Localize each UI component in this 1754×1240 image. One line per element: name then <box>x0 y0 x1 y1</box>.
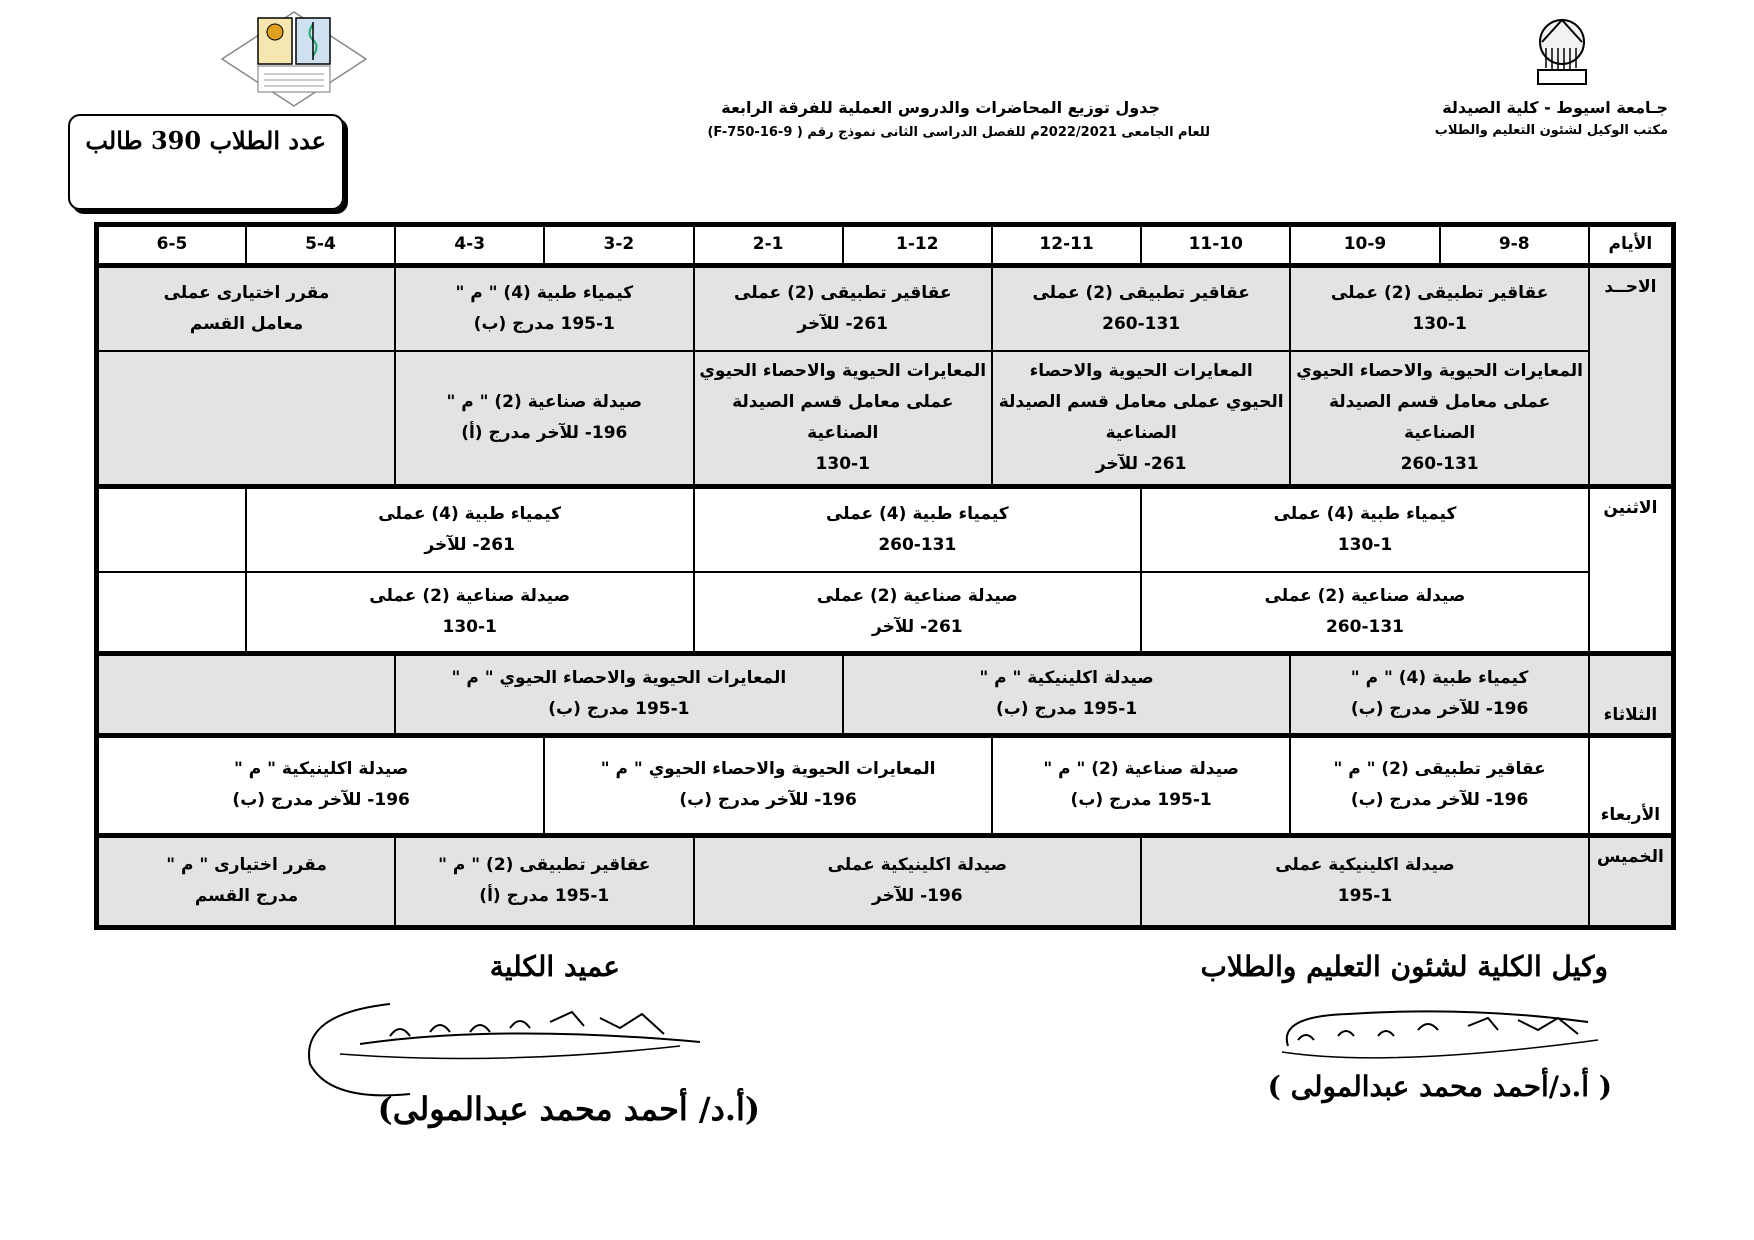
schedule-cell: صيدلة صناعية (2) " م " 195-1 مدرج (ب) <box>992 735 1290 835</box>
sunday-row-2 <box>97 351 1674 486</box>
day-sunday: الاحــد <box>1589 265 1674 486</box>
schedule-cell: المعايرات الحيوية والاحصاء الحيوي " م " 195-1 مدرج (ب) <box>395 654 843 736</box>
tuesday-row <box>97 654 1674 736</box>
page-subtitle: للعام الجامعى 2022/2021م للفصل الدراسى الثانى نموذج رقم ( F-750-16-9) <box>707 125 1210 140</box>
student-count-box <box>68 114 344 210</box>
schedule-cell: صيدلة صناعية (2) عملى 260-131 <box>1141 572 1589 654</box>
day-thursday: الخميس <box>1589 835 1674 927</box>
university-logo <box>1524 12 1600 92</box>
page-title: جدول توزيع المحاضرات والدروس العملية للفرقة الرابعة <box>721 98 1160 117</box>
slot-header: 1-12 <box>843 225 992 266</box>
schedule-cell: صيدلة اكلينيكية عملى 195-1 <box>1141 835 1589 927</box>
empty-cell <box>97 654 396 736</box>
schedule-cell: المعايرات الحيوية والاحصاء الحيوي عملى معامل قسم الصيدلة الصناعية 261- للآخر <box>992 351 1290 486</box>
schedule-cell: عقاقير تطبيقى (2) " م " 196- للآخر مدرج (ب) <box>1290 735 1588 835</box>
schedule-cell: صيدلة اكلينيكية عملى 196- للآخر <box>694 835 1142 927</box>
day-tuesday: الثلاثاء <box>1589 654 1674 736</box>
student-count: عدد الطلاب 390 طالب <box>85 126 326 155</box>
university-name: جـامعة اسيوط - كلية الصيدلة <box>1442 98 1668 117</box>
schedule-heading <box>690 98 1210 140</box>
schedule-cell: صيدلة اكلينيكية " م " 196- للآخر مدرج (ب) <box>97 735 545 835</box>
office-name: مكتب الوكيل لشئون التعليم والطلاب <box>1434 123 1668 138</box>
schedule-cell: صيدلة صناعية (2) " م " 196- للآخر مدرج (أ) <box>395 351 693 486</box>
slot-header: 6-5 <box>97 225 246 266</box>
slot-header: 12-11 <box>992 225 1141 266</box>
vice-dean-signature <box>1268 996 1628 1080</box>
empty-cell <box>97 486 246 572</box>
time-header-row <box>97 225 1674 266</box>
day-wednesday: الأربعاء <box>1589 735 1674 835</box>
schedule-cell: عقاقير تطبيقى (2) عملى 261- للآخر <box>694 265 992 351</box>
schedule-cell: صيدلة اكلينيكية " م " 195-1 مدرج (ب) <box>843 654 1291 736</box>
slot-header: 2-1 <box>694 225 843 266</box>
schedule-cell: صيدلة صناعية (2) عملى 261- للآخر <box>694 572 1142 654</box>
schedule-cell: صيدلة صناعية (2) عملى 130-1 <box>246 572 694 654</box>
schedule-cell: عقاقير تطبيقى (2) " م " 195-1 مدرج (أ) <box>395 835 693 927</box>
schedule-cell: كيمياء طبية (4) عملى 130-1 <box>1141 486 1589 572</box>
slot-header: 9-8 <box>1440 225 1589 266</box>
schedule-table <box>94 222 1676 930</box>
slot-header: 10-9 <box>1290 225 1439 266</box>
dean-name: (أ.د/ أحمد محمد عبدالمولى) <box>377 1090 760 1128</box>
schedule-cell: المعايرات الحيوية والاحصاء الحيوي " م " 196- للآخر مدرج (ب) <box>544 735 992 835</box>
wednesday-row <box>97 735 1674 835</box>
slot-header: 3-2 <box>544 225 693 266</box>
vice-dean-title: وكيل الكلية لشئون التعليم والطلاب <box>1200 950 1608 983</box>
schedule-cell: مقرر اختيارى " م " مدرج القسم <box>97 835 396 927</box>
schedule-cell: كيمياء طبية (4) " م " 195-1 مدرج (ب) <box>395 265 693 351</box>
empty-cell <box>97 351 396 486</box>
schedule-cell: المعايرات الحيوية والاحصاء الحيوي عملى معامل قسم الصيدلة الصناعية 130-1 <box>694 351 992 486</box>
schedule-cell: كيمياء طبية (4) " م " 196- للآخر مدرج (ب) <box>1290 654 1588 736</box>
slot-header: 5-4 <box>246 225 395 266</box>
schedule-cell: كيمياء طبية (4) عملى 260-131 <box>694 486 1142 572</box>
thursday-row <box>97 835 1674 927</box>
dean-title: عميد الكلية <box>489 950 620 983</box>
schedule-cell: عقاقير تطبيقى (2) عملى 130-1 <box>1290 265 1588 351</box>
schedule-cell: المعايرات الحيوية والاحصاء الحيوي عملى معامل قسم الصيدلة الصناعية 260-131 <box>1290 351 1588 486</box>
slot-header: 11-10 <box>1141 225 1290 266</box>
schedule-cell: مقرر اختيارى عملى معامل القسم <box>97 265 396 351</box>
schedule-cell: كيمياء طبية (4) عملى 261- للآخر <box>246 486 694 572</box>
day-monday: الاثنين <box>1589 486 1674 654</box>
faculty-logo <box>218 10 370 112</box>
slot-header: 4-3 <box>395 225 544 266</box>
days-header: الأيام <box>1589 225 1674 266</box>
institution-header <box>1228 98 1668 138</box>
schedule-cell: عقاقير تطبيقى (2) عملى 260-131 <box>992 265 1290 351</box>
vice-dean-name: ( أ.د/أحمد محمد عبدالمولى ) <box>1267 1070 1612 1103</box>
monday-row-1 <box>97 486 1674 572</box>
sunday-row-1 <box>97 265 1674 351</box>
monday-row-2 <box>97 572 1674 654</box>
empty-cell <box>97 572 246 654</box>
